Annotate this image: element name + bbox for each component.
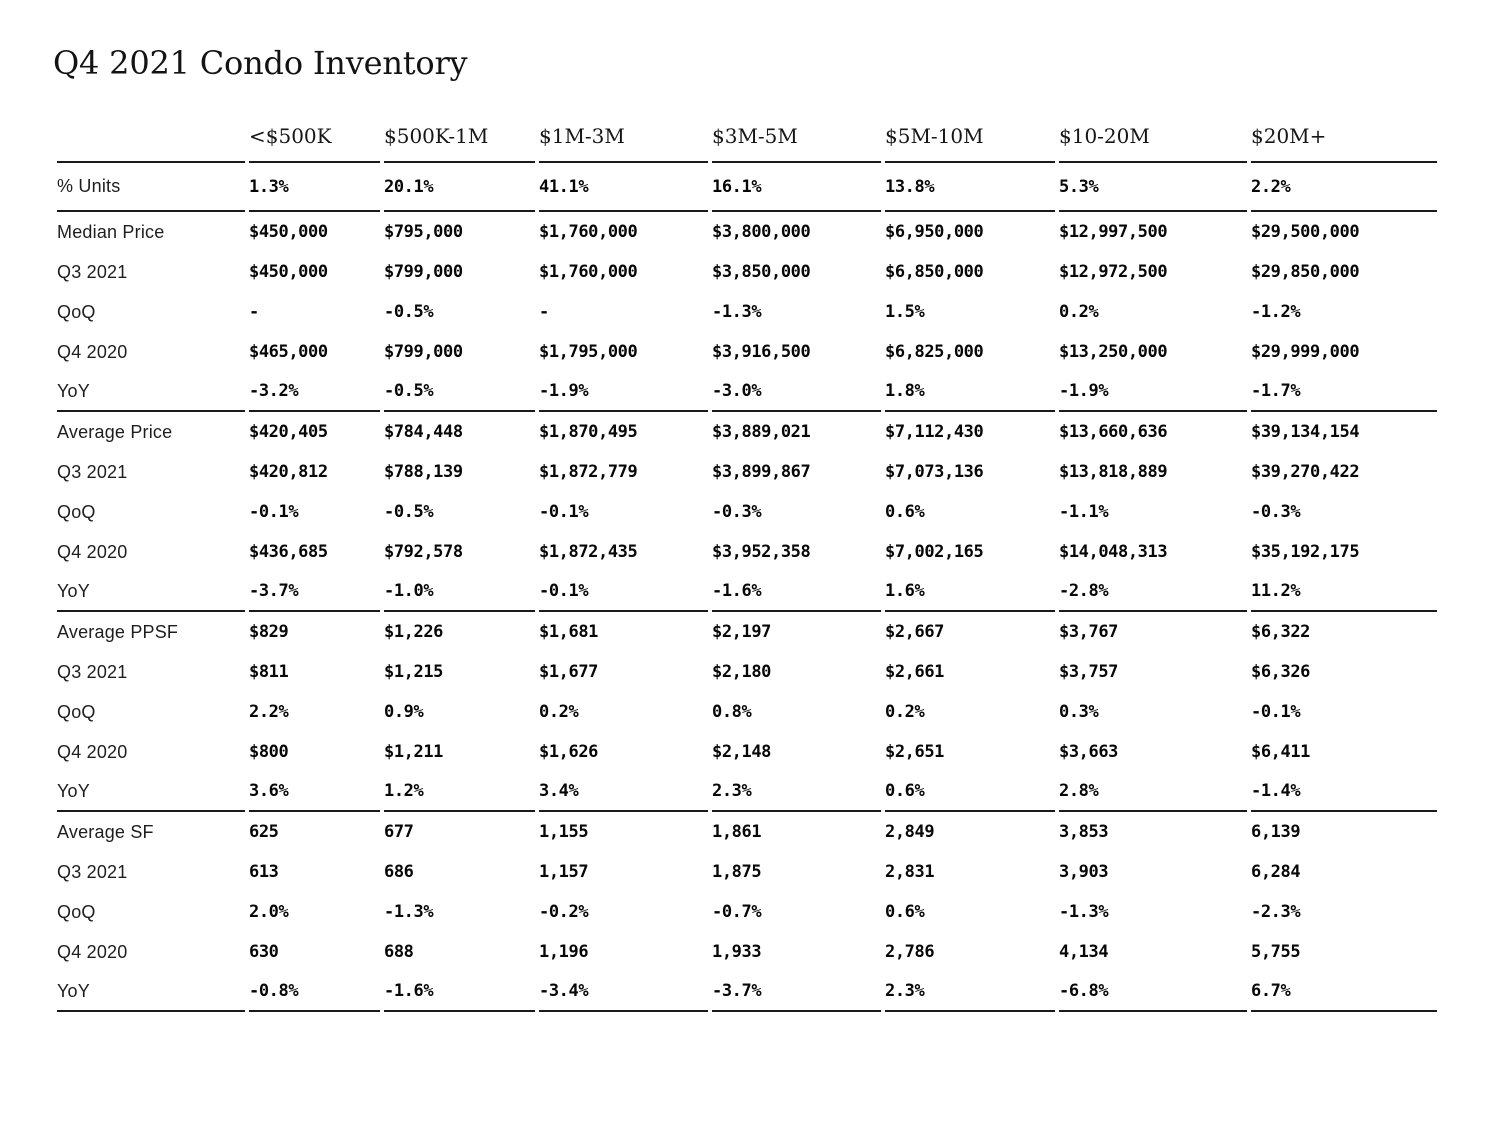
table-row <box>57 852 1437 892</box>
table-cell: $465,000 <box>249 342 328 363</box>
table-cell: -2.8% <box>1059 572 1247 612</box>
table-cell: $1,215 <box>384 662 444 683</box>
table-cell: 5,755 <box>1251 942 1301 963</box>
table-cell: $1,226 <box>384 622 444 643</box>
table-cell: $13,660,636 <box>1059 422 1168 443</box>
table-cell: $1,760,000 <box>539 262 638 283</box>
table-cell: 1.3% <box>249 163 380 212</box>
table-row <box>57 772 1437 812</box>
row-label: % Units <box>57 163 245 212</box>
table-cell: 5.3% <box>1059 163 1247 212</box>
table-cell: $13,818,889 <box>1059 462 1168 483</box>
table-cell: $35,192,175 <box>1251 542 1360 563</box>
table-cell: $792,578 <box>384 542 463 563</box>
table-row <box>57 732 1437 772</box>
table-cell: $14,048,313 <box>1059 542 1168 563</box>
row-label: Q4 2020 <box>57 541 128 562</box>
table-cell: 3,853 <box>1059 822 1109 843</box>
table-cell: 677 <box>384 822 414 843</box>
table-cell: -0.5% <box>384 502 434 523</box>
table-cell: 1.5% <box>885 302 925 323</box>
table-body <box>57 163 1437 1012</box>
table-cell: $3,800,000 <box>712 222 811 243</box>
table-cell: $795,000 <box>384 222 463 243</box>
table-cell: 2.8% <box>1059 772 1247 812</box>
table-cell: 686 <box>384 862 414 883</box>
column-header: $20M+ <box>1251 124 1437 163</box>
table-cell: 3,903 <box>1059 862 1109 883</box>
table-cell: -1.6% <box>384 972 535 1012</box>
table-cell: 1,155 <box>539 822 589 843</box>
table-cell: $1,872,779 <box>539 462 638 483</box>
table-cell: 3.4% <box>539 772 708 812</box>
table-cell: $6,322 <box>1251 622 1311 643</box>
table-cell: $39,270,422 <box>1251 462 1360 483</box>
page-title: Q4 2021 Condo Inventory <box>53 44 468 82</box>
table-cell: -1.3% <box>1059 902 1109 923</box>
row-label: Q3 2021 <box>57 261 128 282</box>
table-cell: -0.2% <box>539 902 589 923</box>
table-cell: -0.8% <box>249 972 380 1012</box>
table-cell: 630 <box>249 942 279 963</box>
table-cell: $12,972,500 <box>1059 262 1168 283</box>
table-cell: $436,685 <box>249 542 328 563</box>
table-row <box>57 652 1437 692</box>
table-cell: $1,760,000 <box>539 222 638 243</box>
table-cell: 2.2% <box>1251 163 1437 212</box>
row-label: Q3 2021 <box>57 661 128 682</box>
row-label: QoQ <box>57 301 96 322</box>
table-cell: $1,681 <box>539 622 599 643</box>
row-label: Q3 2021 <box>57 861 128 882</box>
table-cell: 6.7% <box>1251 972 1437 1012</box>
table-cell: $829 <box>249 622 289 643</box>
table-cell: -3.0% <box>712 372 881 412</box>
table-cell: $3,757 <box>1059 662 1119 683</box>
row-label: Q3 2021 <box>57 461 128 482</box>
table-cell: $7,073,136 <box>885 462 984 483</box>
table-cell: -3.2% <box>249 372 380 412</box>
table-cell: 1,196 <box>539 942 589 963</box>
table-row <box>57 452 1437 492</box>
table-cell: - <box>249 302 259 323</box>
column-header: <$500K <box>249 124 380 163</box>
row-label: QoQ <box>57 501 96 522</box>
table-cell: 0.3% <box>1059 702 1099 723</box>
table-cell: $811 <box>249 662 289 683</box>
table-cell: 2,849 <box>885 822 935 843</box>
table-cell: $788,139 <box>384 462 463 483</box>
table-cell: 688 <box>384 942 414 963</box>
table-cell: $29,999,000 <box>1251 342 1360 363</box>
table-cell: 11.2% <box>1251 572 1437 612</box>
column-header: $3M-5M <box>712 124 881 163</box>
table-cell: $1,677 <box>539 662 599 683</box>
table-row <box>57 492 1437 532</box>
row-label: Q4 2020 <box>57 941 128 962</box>
table-cell: $420,812 <box>249 462 328 483</box>
table-cell: -0.5% <box>384 302 434 323</box>
table-cell: -3.7% <box>712 972 881 1012</box>
table-cell: 1,157 <box>539 862 589 883</box>
row-label: Q4 2020 <box>57 341 128 362</box>
table-cell: $7,002,165 <box>885 542 984 563</box>
row-label: Average Price <box>57 421 173 442</box>
table-cell: 0.8% <box>712 702 752 723</box>
table-cell: $1,872,435 <box>539 542 638 563</box>
row-label: QoQ <box>57 701 96 722</box>
row-label: Average SF <box>57 821 154 842</box>
row-label-column-header <box>57 124 245 163</box>
row-label: YoY <box>57 372 245 412</box>
table-cell: $29,500,000 <box>1251 222 1360 243</box>
table-cell: 3.6% <box>249 772 380 812</box>
row-label: YoY <box>57 972 245 1012</box>
table-row <box>57 612 1437 652</box>
table-cell: 1.8% <box>885 372 1055 412</box>
table-cell: 2,786 <box>885 942 935 963</box>
row-label: YoY <box>57 572 245 612</box>
table-cell: 1,875 <box>712 862 762 883</box>
table-cell: -0.3% <box>712 502 762 523</box>
table-cell: 41.1% <box>539 163 708 212</box>
table-row <box>57 332 1437 372</box>
table-cell: $2,148 <box>712 742 772 763</box>
table-cell: $1,795,000 <box>539 342 638 363</box>
table-cell: 0.9% <box>384 702 424 723</box>
table-cell: 0.6% <box>885 772 1055 812</box>
table-cell: 613 <box>249 862 279 883</box>
table-cell: 13.8% <box>885 163 1055 212</box>
table-row <box>57 532 1437 572</box>
table-cell: $3,889,021 <box>712 422 811 443</box>
table-row <box>57 372 1437 412</box>
column-header: $5M-10M <box>885 124 1055 163</box>
table-row <box>57 252 1437 292</box>
table-cell: -1.4% <box>1251 772 1437 812</box>
table-cell: $450,000 <box>249 222 328 243</box>
table-cell: $1,626 <box>539 742 599 763</box>
row-label: QoQ <box>57 901 96 922</box>
table-cell: $3,899,867 <box>712 462 811 483</box>
table-cell: $784,448 <box>384 422 463 443</box>
table-cell: -1.3% <box>712 302 762 323</box>
table-cell: 2,831 <box>885 862 935 883</box>
table-cell: $2,180 <box>712 662 772 683</box>
table-cell: $3,850,000 <box>712 262 811 283</box>
condo-inventory-table <box>53 124 1441 1012</box>
table-cell: -3.4% <box>539 972 708 1012</box>
row-label: Q4 2020 <box>57 741 128 762</box>
table-cell: $420,405 <box>249 422 328 443</box>
table-cell: 6,284 <box>1251 862 1301 883</box>
column-header: $1M-3M <box>539 124 708 163</box>
table-cell: -0.5% <box>384 372 535 412</box>
table-cell: $450,000 <box>249 262 328 283</box>
table-cell: -1.9% <box>1059 372 1247 412</box>
table-cell: -0.1% <box>539 502 589 523</box>
table-cell: -2.3% <box>1251 902 1301 923</box>
table-cell: $3,916,500 <box>712 342 811 363</box>
table-cell: -1.6% <box>712 572 881 612</box>
table-cell: $6,326 <box>1251 662 1311 683</box>
column-header: $10-20M <box>1059 124 1247 163</box>
table-cell: - <box>539 302 549 323</box>
header-row <box>57 124 1437 163</box>
table-cell: 2.2% <box>249 702 289 723</box>
table-row <box>57 972 1437 1012</box>
table-row <box>57 692 1437 732</box>
table-cell: -0.1% <box>249 502 299 523</box>
table-cell: $13,250,000 <box>1059 342 1168 363</box>
table-row <box>57 932 1437 972</box>
table-row <box>57 412 1437 452</box>
table-cell: $6,950,000 <box>885 222 984 243</box>
table-cell: $799,000 <box>384 262 463 283</box>
table-cell: $2,651 <box>885 742 945 763</box>
table-cell: 0.6% <box>885 902 925 923</box>
table-cell: -1.0% <box>384 572 535 612</box>
table-cell: 1,861 <box>712 822 762 843</box>
table-row <box>57 572 1437 612</box>
table-cell: 1.6% <box>885 572 1055 612</box>
table-cell: 0.2% <box>1059 302 1099 323</box>
table-row <box>57 212 1437 252</box>
table-cell: $39,134,154 <box>1251 422 1360 443</box>
table-cell: $29,850,000 <box>1251 262 1360 283</box>
table-cell: $800 <box>249 742 289 763</box>
table-cell: 16.1% <box>712 163 881 212</box>
table-row <box>57 292 1437 332</box>
table-cell: -1.2% <box>1251 302 1301 323</box>
table-cell: $6,825,000 <box>885 342 984 363</box>
table-row <box>57 812 1437 852</box>
table-cell: 0.2% <box>539 702 579 723</box>
table-cell: -1.1% <box>1059 502 1109 523</box>
table-cell: 1,933 <box>712 942 762 963</box>
table-cell: -0.1% <box>539 572 708 612</box>
table-cell: $799,000 <box>384 342 463 363</box>
table-cell: $2,667 <box>885 622 945 643</box>
table-cell: -1.7% <box>1251 372 1437 412</box>
table-cell: $12,997,500 <box>1059 222 1168 243</box>
table-cell: 20.1% <box>384 163 535 212</box>
table-cell: 625 <box>249 822 279 843</box>
table-cell: $3,767 <box>1059 622 1119 643</box>
table-cell: 2.0% <box>249 902 289 923</box>
row-label: YoY <box>57 772 245 812</box>
table-row <box>57 892 1437 932</box>
table-cell: 0.2% <box>885 702 925 723</box>
table-cell: $2,197 <box>712 622 772 643</box>
table-cell: 6,139 <box>1251 822 1301 843</box>
table-cell: -1.3% <box>384 902 434 923</box>
table-cell: 2.3% <box>885 972 1055 1012</box>
table-cell: $6,850,000 <box>885 262 984 283</box>
table-cell: 1.2% <box>384 772 535 812</box>
table-cell: -6.8% <box>1059 972 1247 1012</box>
table-cell: -0.3% <box>1251 502 1301 523</box>
table-row <box>57 163 1437 212</box>
table-cell: $3,952,358 <box>712 542 811 563</box>
table-cell: $6,411 <box>1251 742 1311 763</box>
table-cell: $1,870,495 <box>539 422 638 443</box>
table-cell: $2,661 <box>885 662 945 683</box>
table-cell: $1,211 <box>384 742 444 763</box>
table-cell: 0.6% <box>885 502 925 523</box>
row-label: Median Price <box>57 221 165 242</box>
table-cell: -3.7% <box>249 572 380 612</box>
column-header: $500K-1M <box>384 124 535 163</box>
row-label: Average PPSF <box>57 621 179 642</box>
table-cell: $3,663 <box>1059 742 1119 763</box>
table-header <box>57 124 1437 163</box>
table-cell: 4,134 <box>1059 942 1109 963</box>
table-cell: -0.1% <box>1251 702 1301 723</box>
table-cell: $7,112,430 <box>885 422 984 443</box>
table-cell: -1.9% <box>539 372 708 412</box>
table-cell: -0.7% <box>712 902 762 923</box>
table-cell: 2.3% <box>712 772 881 812</box>
